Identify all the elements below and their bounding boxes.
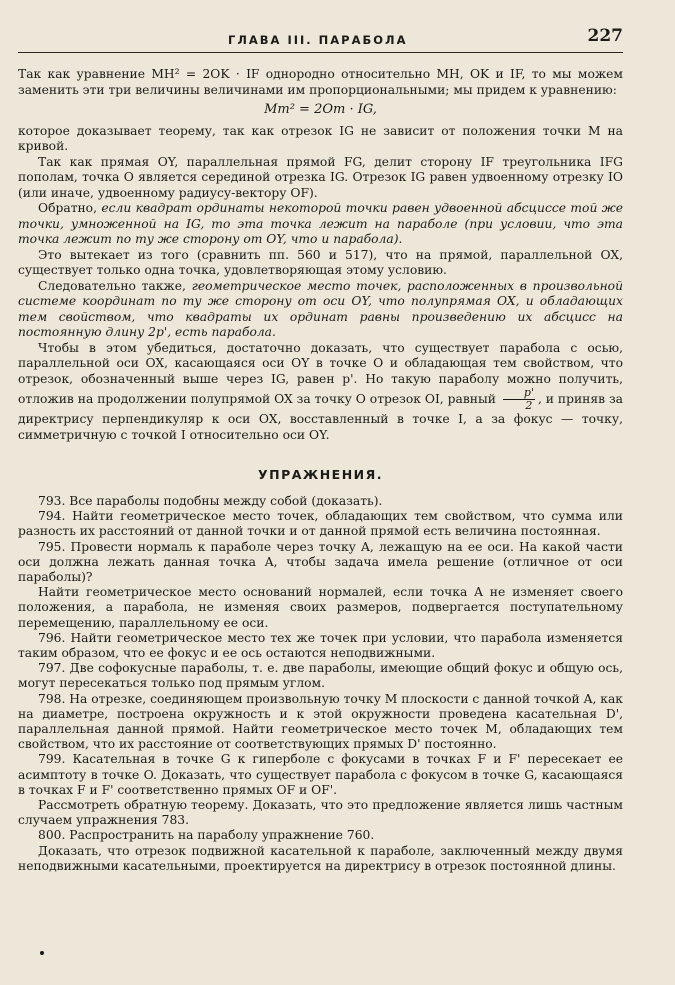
text-run: Чтобы в этом убедиться, достаточно доказать, что существует парабола с осью, параллельной оси OX, касающаяся оси OY в точке O и обладающая тем свойством, что отрезок, обозначенный выше через IG, равен p'. Но такую параболу можно получить, отложив на продолжении полупрямой OX за точку O отрезок OI, равный xyxy=(18,340,623,406)
exercise-item: 800. Распространить на параболу упражнение 760. xyxy=(38,828,375,843)
exercises-list xyxy=(18,494,623,874)
fraction xyxy=(503,387,535,412)
exercise-item: Доказать, что отрезок подвижной касательной к параболе, заключенный между двумя неподвижными касательными, проектируется на директрису в отрезок постоянной длины. xyxy=(18,843,623,873)
exercise-item: Найти геометрическое место оснований нормалей, если точка A не изменяет своего положения, а парабола, не изменяя своих размеров, подвергается поступательному перемещению, параллельному ее оси. xyxy=(18,585,623,630)
italic-statement: геометрическое место точек, расположенных в произвольной системе координат по ту же сторону от оси OY, что полупрямая OX, и обладающих тем свойством, что квадраты их ординат равны произведению их абсцисс на постоянную длину 2p', есть парабола. xyxy=(18,278,623,339)
section-title: УПРАЖНЕНИЯ. xyxy=(257,467,384,482)
exercise-item: 795. Провести нормаль к параболе через точку A, лежащую на ее оси. На какой части оси должна лежать данная точка A, чтобы задача имела решение (отличное от оси параболы)? xyxy=(18,539,623,585)
exercise-item: 799. Касательная в точке G к гиперболе с фокусами в точках F и F' пересекает ее асимптоту в точке O. Доказать, что существует парабола с фокусом в точке G, касающаяся в точках F и F' соответственно прямых OF и OF'. xyxy=(18,752,623,797)
paragraph: Так как прямая OY, параллельная прямой FG, делит сторону IF треугольника IFG пополам, точка O является серединой отрезка IG. Отрезок IG равен удвоенному отрезку IO (или иначе, удвоенному радиусу-вектору OF). xyxy=(18,154,623,200)
exercise-item: 796. Найти геометрическое место тех же точек при условии, что парабола изменяется таким образом, что ее фокус и ее ось остаются неподвижными. xyxy=(18,630,623,661)
paragraph xyxy=(18,279,623,341)
fraction-denominator: 2 xyxy=(525,399,533,412)
fraction-numerator: p' xyxy=(503,387,535,400)
italic-statement: если квадрат ординаты некоторой точки равен удвоенной абсциссе той же точки, умноженной на IG, то эта точка лежит на параболе (при условии, что эта точка лежит по ту же сторону от OY, что и парабола). xyxy=(18,201,623,246)
exercise-item: 798. На отрезке, соединяющем произвольную точку M плоскости с данной точкой A, как на диаметре, построена окружность и к этой окружности проведена касательная D', параллельная данной прямой. Найти геометрическое место точек M, обладающих тем свойством, что их расстояние от соответствующих прямых D' постоянно. xyxy=(18,691,623,752)
formula: Mm² = 2Om · IG, xyxy=(264,102,377,117)
ink-dot xyxy=(40,951,44,955)
text-run: Обратно, xyxy=(38,201,102,215)
main-text xyxy=(18,67,623,443)
paragraph xyxy=(18,341,623,444)
exercise-item: 793. Все параболы подобны между собой (доказать). xyxy=(38,494,383,508)
paragraph: Это вытекает из того (сравнить пп. 560 и 517), что на прямой, параллельной OX, существует только одна точка, удовлетворяющая этому условию. xyxy=(18,247,623,277)
text-run: Следовательно также, xyxy=(38,278,192,293)
paragraph xyxy=(18,201,623,248)
page-header xyxy=(18,26,623,53)
paragraph: Так как уравнение MH² = 2OK · IF однородно относительно MH, OK и IF, то мы можем заменить эти три величины величинами им пропорциональными; мы придем к уравнению: xyxy=(18,67,623,97)
page-number: 227 xyxy=(587,26,623,46)
running-head: ГЛАВА III. ПАРАБОЛА xyxy=(228,33,408,47)
exercise-item: 797. Две софокусные параболы, т. е. две параболы, имеющие общий фокус и общую ось, могут пересекаться только под прямым углом. xyxy=(18,661,623,691)
exercise-item: Рассмотреть обратную теорему. Доказать, что это предложение является лишь частным случаем упражнения 783. xyxy=(18,798,623,828)
exercise-item: 794. Найти геометрическое место точек, обладающих тем свойством, что сумма или разность их расстояний от данной точки и от данной прямой есть величина постоянная. xyxy=(18,509,623,539)
text-run: , и приняв за директрису перпендикуляр к оси OX, восставленный в точке I, а за фокус — точку, симметричную с точкой I относительно оси OY. xyxy=(18,392,623,442)
paragraph: которое доказывает теорему, так как отрезок IG не зависит от положения точки M на кривой. xyxy=(18,123,623,153)
